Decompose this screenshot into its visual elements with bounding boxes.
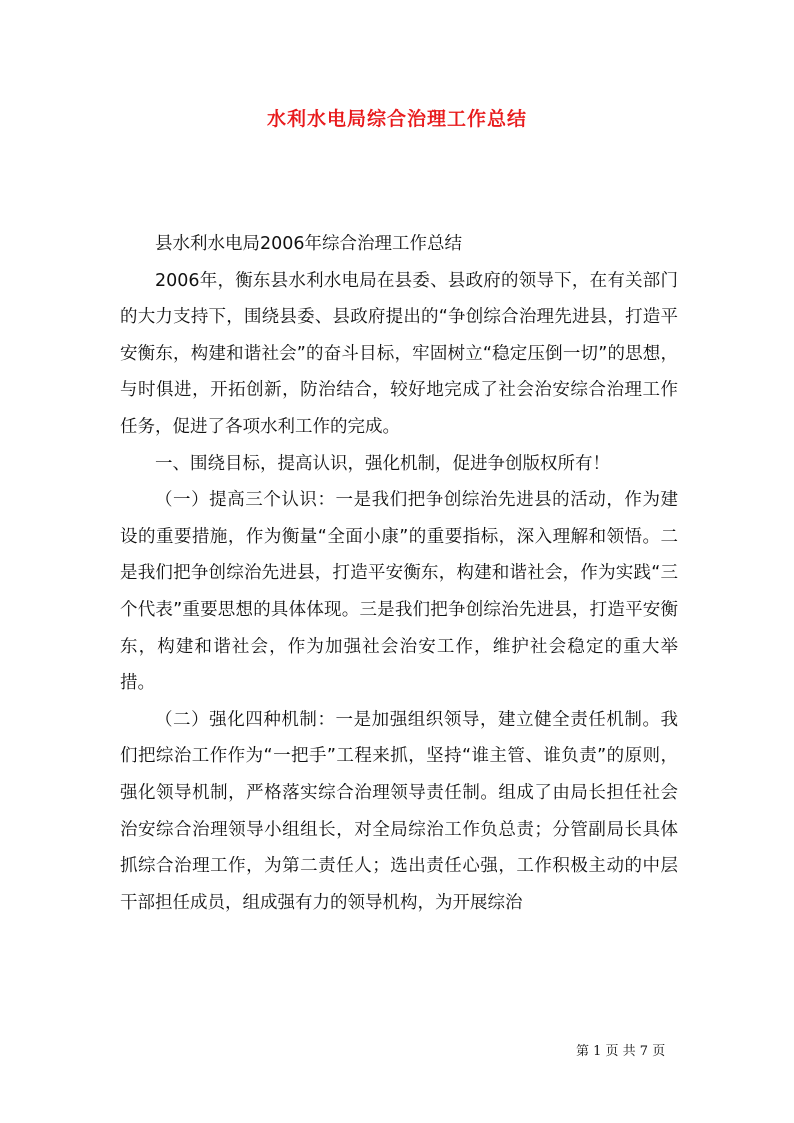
paragraph-subtitle: 县水利水电局2006年综合治理工作总结 xyxy=(155,234,463,254)
page-number-footer: 第 1 页 共 7 页 xyxy=(576,1044,666,1059)
paragraph-intro: 2006年，衡东县水利水电局在县委、县政府的领导下，在有关部门的大力支持下，围绕县委、县政府提出的“争创综合治理先进县，打造平安衡东，构建和谐社会”的奋斗目标，牢固树立“稳定压倒一切”的思想，与时俱进，开拓创新，防治结合，较好地完成了社会治安综合治理工作任务，促进了各项水利工作的完成。 xyxy=(120,270,678,437)
document-body xyxy=(120,226,678,921)
paragraph-section-heading: 一、围绕目标，提高认识，强化机制，促进争创版权所有！ xyxy=(155,453,610,474)
document-title: 水利水电局综合治理工作总结 xyxy=(266,108,527,130)
paragraph-four-mechanisms: （二）强化四种机制：一是加强组织领导，建立健全责任机制。我们把综治工作作为“一把手”工程来抓，坚持“谁主管、谁负责”的原则，强化领导机制，严格落实综合治理领导责任制。组成了由局长担任社会治安综合治理领导小组组长，对全局综治工作负总责；分管副局长具体抓综合治理工作，为第二责任人；选出责任心强，工作积极主动的中层干部担任成员，组成强有力的领导机构，为开展综治 xyxy=(120,709,678,913)
paragraph-three-understandings: （一）提高三个认识：一是我们把争创综治先进县的活动，作为建设的重要措施，作为衡量“全面小康”的重要指标，深入理解和领悟。二是我们把争创综治先进县，打造平安衡东，构建和谐社会，作为实践“三个代表”重要思想的具体体现。三是我们把争创综治先进县，打造平安衡东，构建和谐社会，作为加强社会治安工作，维护社会稳定的重大举措。 xyxy=(120,490,678,694)
